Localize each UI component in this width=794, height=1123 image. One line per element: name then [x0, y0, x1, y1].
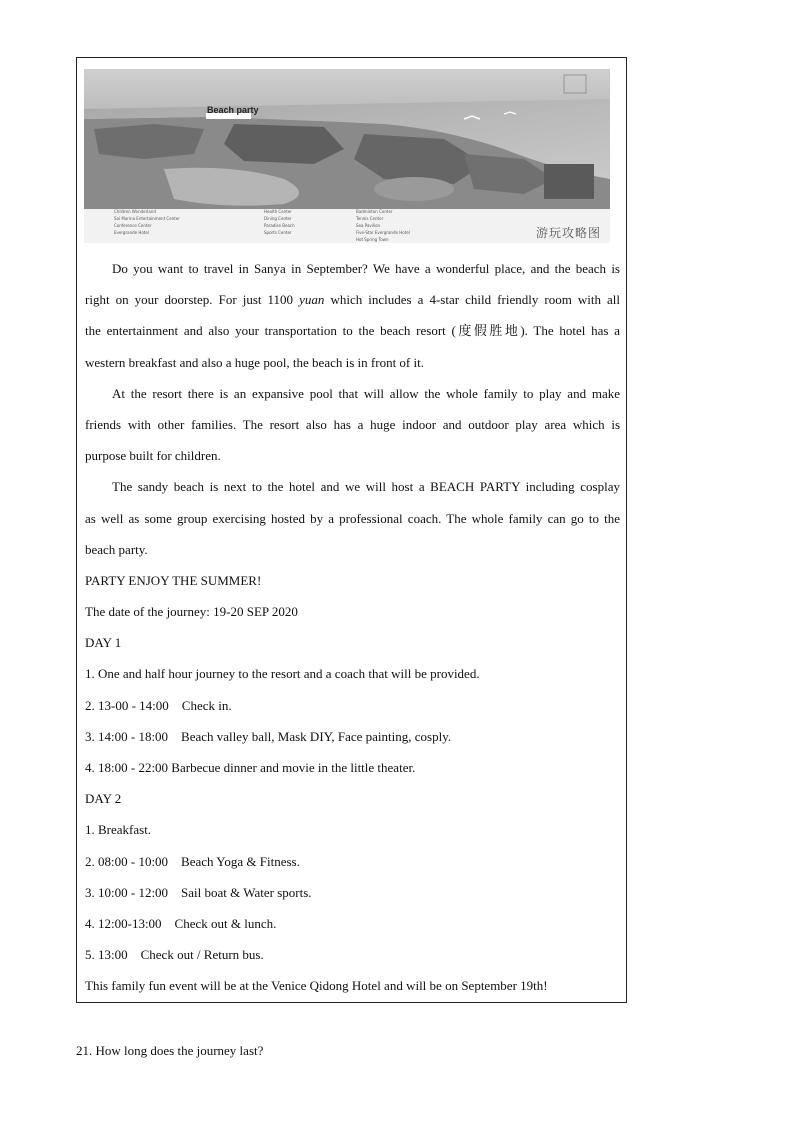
map-legend-item: Hot Spring Town [356, 237, 389, 242]
passage-text [85, 253, 620, 1002]
day2-item: 5. 13:00 Check out / Return bus. [85, 947, 264, 963]
day1-title: DAY 1 [85, 635, 122, 651]
paragraph-line: right on your doorstep. For just 1100 yuan which includes a 4-star child friendly room with all [85, 292, 621, 308]
map-legend-item: Sports Center [264, 230, 292, 235]
slogan: PARTY ENJOY THE SUMMER! [85, 572, 262, 588]
day2-item: 1. Breakfast. [85, 822, 152, 838]
paragraph-line: western breakfast and also a huge pool, the beach is in front of it. [85, 354, 424, 370]
question-21: 21. How long does the journey last? [76, 1043, 264, 1058]
map-legend-item: Children Wonderland [114, 209, 156, 214]
day2-item: 3. 10:00 - 12:00 Sail boat & Water sports. [85, 884, 312, 900]
map-legend-item: Tennis Center [356, 216, 384, 221]
map-legend-item: Health Center [264, 209, 292, 214]
map-legend-item: Paradise Beach [264, 223, 295, 228]
map-brand-title: 游玩攻略图 [536, 226, 602, 240]
map-legend-item: Badminton Center [356, 209, 393, 214]
map-legend-item: Five-Star Evergrande Hotel [356, 230, 410, 235]
paragraph-line: beach party. [85, 541, 148, 557]
yuan-word: yuan [299, 292, 325, 308]
paragraph-line: The sandy beach is next to the hotel and we will host a BEACH PARTY including cosplay [112, 479, 620, 495]
day1-item: 2. 13-00 - 14:00 Check in. [85, 697, 232, 713]
paragraph-line: purpose built for children. [85, 448, 221, 464]
map-legend-item: Dining Center [264, 216, 292, 221]
map-beach-party-label: Beach party [207, 105, 259, 115]
day1-item: 3. 14:00 - 18:00 Beach valley ball, Mask DIY, Face painting, cosply. [85, 728, 452, 744]
resort-map-image [84, 69, 610, 243]
day1-item: 4. 18:00 - 22:00 Barbecue dinner and movie in the little theater. [85, 760, 416, 775]
paragraph-line: the entertainment and also your transportation to the beach resort (度假胜地). The hotel has a [85, 323, 620, 339]
paragraph-line: friends with other families. The resort also has a huge indoor and outdoor play area which is [85, 416, 620, 432]
paragraph-line: Do you want to travel in Sanya in September? We have a wonderful place, and the beach is [112, 261, 620, 276]
paragraph-line: as well as some group exercising hosted by a professional coach. The whole family can go to the [85, 510, 620, 526]
map-legend-item: Sai Marina Entertainment Center [114, 216, 180, 221]
day2-item: 4. 12:00-13:00 Check out & lunch. [85, 915, 277, 931]
map-legend-item: Conference Center [114, 223, 152, 228]
map-legend-item: Evergrande Hotel [114, 230, 149, 235]
paragraph-line: At the resort there is an expansive pool that will allow the whole family to play and make [112, 385, 620, 401]
journey-date: The date of the journey: 19-20 SEP 2020 [85, 604, 298, 620]
day2-item: 2. 08:00 - 10:00 Beach Yoga & Fitness. [85, 853, 300, 869]
day1-item: 1. One and half hour journey to the resort and a coach that will be provided. [85, 666, 480, 682]
passage-box [76, 57, 627, 1003]
closing-line: This family fun event will be at the Venice Qidong Hotel and will be on September 19th! [85, 978, 548, 994]
day2-title: DAY 2 [85, 791, 122, 807]
map-legend-item: Sea Pavilion [356, 223, 381, 228]
